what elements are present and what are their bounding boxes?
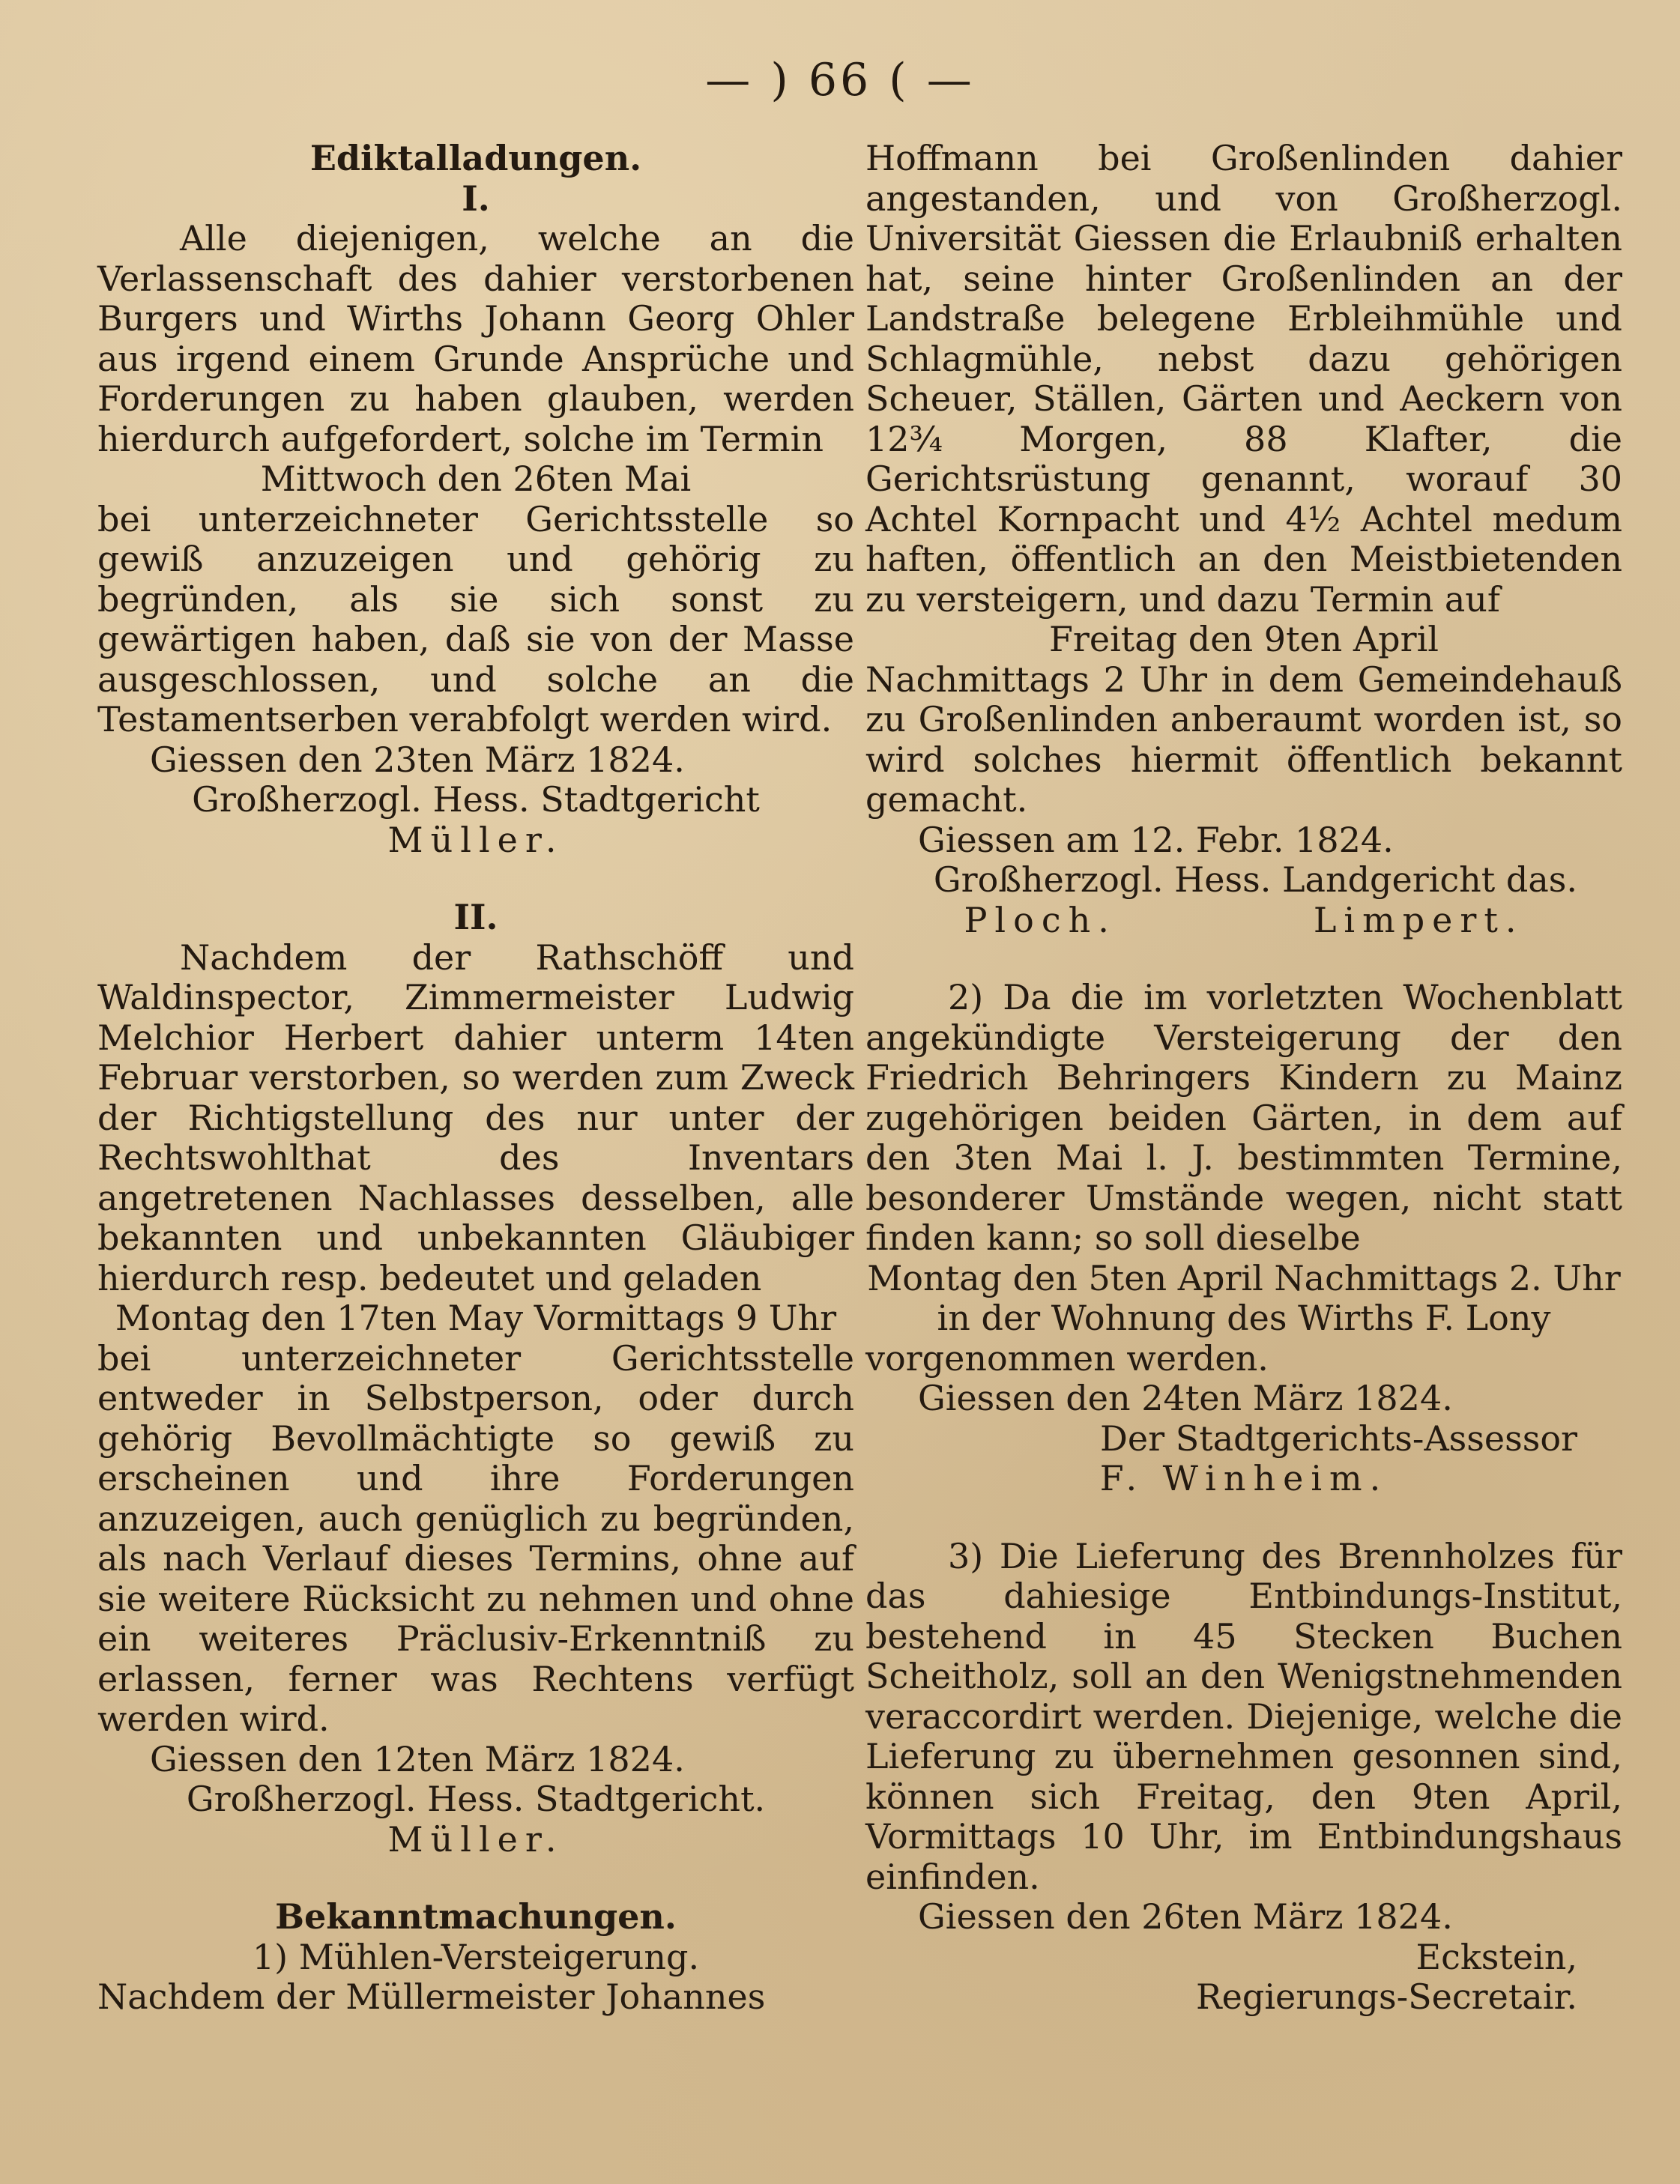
notice-2-date: Giessen den 12ten März 1824.	[150, 1738, 685, 1779]
section-heading-ediktalladungen: Ediktalladungen.	[309, 138, 642, 178]
notice-2-body: Nachdem der Rathschöff und Waldinspector, Zimmermeister Ludwig Melchior Herbert dahier unterm 14ten Februar verstorben, so werden zum Zweck der Richtigstellung des nur unter der Rechtswohlthat des Inventars angetretenen Nachlasses desselben, alle bekannten und unbekannten Gläubiger hierdurch resp. bedeutet und geladen	[97, 937, 854, 1298]
announcement-2-date: Giessen den 24ten März 1824.	[918, 1378, 1453, 1418]
announcement-2-body-end: vorgenommen werden.	[865, 1337, 1269, 1379]
announcement-1-title: 1) Mühlen-Versteigerung.	[252, 1936, 700, 1977]
announcement-1-signatures	[865, 901, 1622, 941]
announcement-3-date: Giessen den 26ten März 1824.	[918, 1896, 1453, 1937]
notice-2-body-continued: bei unterzeichneter Gerichtsstelle entweder in Selbstperson, oder durch gehörig Bevollmächtigte so gewiß zu erscheinen und ihre Forderungen anzuzeigen, auch genüglich zu begründen, als nach Verlauf dieses Termins, ohne auf sie weitere Rücksicht zu nehmen und ohne ein weiteres Präclusiv-Erkenntniß zu erlassen, ferner was Rechtens verfügt werden wird.	[97, 1337, 854, 1739]
announcement-1-body-start: Nachdem der Müllermeister Johannes	[97, 1976, 766, 2017]
announcement-1-authority: Großherzogl. Hess. Landgericht das.	[933, 859, 1577, 900]
section-numeral-2: II.	[453, 897, 498, 937]
announcement-1-body-continued: Hoffmann bei Großenlinden dahier angestanden, und von Großherzogl. Universität Giessen die Erlaubniß erhalten hat, seine hinter Großenlinden an der Landstraße belegene Erbleihmühle und Schlagmühle, nebst dazu gehörigen Scheuer, Ställen, Gärten und Aeckern von 12¾ Morgen, 88 Klafter, die Gerichtsrüstung genannt, worauf 30 Achtel Kornpacht und 4½ Achtel medum haften, öffentlich an den Meistbietenden zu versteigern, und dazu Termin auf	[865, 138, 1622, 620]
announcement-1-term: Freitag den 9ten April	[1048, 619, 1439, 659]
right-column	[865, 139, 1622, 2018]
section-numeral-1: I.	[462, 178, 490, 219]
announcement-2-term: Montag den 5ten April Nachmittags 2. Uhr in der Wohnung des Wirths F. Lony	[867, 1257, 1621, 1338]
left-column	[97, 139, 854, 2018]
notice-1-authority: Großherzogl. Hess. Stadtgericht	[192, 779, 760, 820]
notice-2-term: Montag den 17ten May Vormittags 9 Uhr	[115, 1298, 837, 1338]
announcement-3-title: Regierungs-Secretair.	[1196, 1976, 1577, 2017]
announcement-2-body: 2) Da die im vorletzten Wochenblatt angekündigte Versteigerung der den Friedrich Behringers Kindern zu Mainz zugehörigen beiden Gärten, in dem auf den 3ten Mai l. J. bestimmten Termine, besonderer Umstände wegen, nicht statt finden kann; so soll dieselbe	[865, 977, 1622, 1258]
notice-1-term: Mittwoch den 26ten Mai	[260, 459, 692, 499]
notice-2-signature: Müller.	[387, 1818, 564, 1860]
announcement-2-authority: Der Stadtgerichts-Assessor	[1099, 1418, 1577, 1459]
notice-2-authority: Großherzogl. Hess. Stadtgericht.	[186, 1779, 766, 1819]
announcement-1-signature-ploch: Ploch.	[964, 899, 1117, 940]
notice-1-signature: Müller.	[387, 819, 564, 860]
notice-1-body-continued: bei unterzeichneter Gerichtsstelle so gewiß anzuzeigen und gehörig zu begründen, als sie sich sonst zu gewärtigen haben, daß sie von der Masse ausgeschlossen, und solche an die Testamentserben verabfolgt werden wird.	[97, 498, 854, 739]
page-number: — ) 66 ( —	[705, 54, 975, 106]
notice-1-date: Giessen den 23ten März 1824.	[150, 739, 685, 780]
announcement-3-body: 3) Die Lieferung des Brennholzes für das dahiesige Entbindungs-Institut, bestehend in 45 Stecken Buchen Scheitholz, soll an den Wenigstnehmenden veraccordirt werden. Diejenige, welche die Lieferung zu übernehmen gesonnen sind, können sich Freitag, den 9ten April, Vormittags 10 Uhr, im Entbindungshaus einfinden.	[865, 1535, 1622, 1897]
announcement-1-date: Giessen am 12. Febr. 1824.	[918, 819, 1394, 860]
notice-1-body: Alle diejenigen, welche an die Verlassenschaft des dahier verstorbenen Burgers und Wirths Johann Georg Ohler aus irgend einem Grunde Ansprüche und Forderungen zu haben glauben, werden hierdurch aufgefordert, solche im Termin	[97, 218, 854, 459]
announcement-1-signature-limpert: Limpert.	[1313, 899, 1524, 940]
announcement-1-body-end: Nachmittags 2 Uhr in dem Gemeindehauß zu Großenlinden anberaumt worden ist, so wird solches hiermit öffentlich bekannt gemacht.	[865, 659, 1622, 820]
announcement-3-signature: Eckstein,	[1415, 1936, 1577, 1977]
announcement-2-signature: F. Winheim.	[1099, 1458, 1389, 1498]
section-heading-bekanntmachungen: Bekanntmachungen.	[275, 1896, 677, 1937]
